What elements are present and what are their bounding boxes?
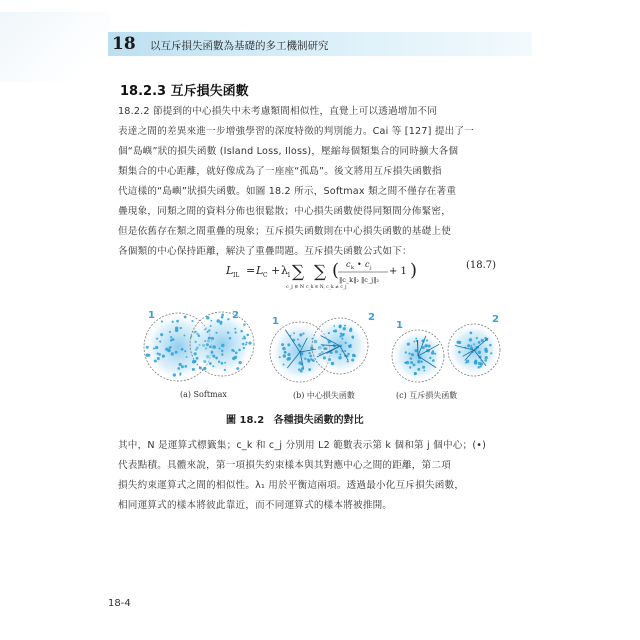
softmax-class-1-point (172, 321, 174, 323)
center-class-1-point (308, 368, 311, 371)
svg-text:∑: ∑ (292, 262, 305, 282)
softmax-class-1-point (170, 336, 172, 338)
softmax-class-1-point (146, 354, 149, 357)
island-class-1-point (422, 366, 425, 369)
island-class-1-point (411, 353, 414, 356)
softmax-class-1-point (171, 352, 174, 355)
center-class-1-point (283, 354, 286, 357)
softmax-class-1-point (184, 316, 187, 319)
eq-plus-one: + 1 (389, 266, 407, 277)
island-class-1-point (405, 351, 407, 353)
subcaption-b: (b) 中心損失函數 (293, 391, 355, 400)
island-class-2-point (484, 348, 488, 352)
subcaption-c: (c) 互斥損失函數 (396, 391, 458, 400)
island-class-1-point (415, 338, 417, 340)
softmax-class-2-point (195, 331, 197, 333)
body-line: 各個類的中心保持距離，解決了重疊問題。互斥損失函數公式如下： (118, 246, 412, 257)
softmax-class-1-point (169, 346, 171, 348)
island-class-2-point (485, 356, 488, 359)
softmax-class-1-point (181, 365, 184, 368)
island-class-2-point (490, 352, 492, 354)
softmax-label-2: 2 (232, 310, 239, 321)
island-label-2: 2 (492, 314, 499, 325)
chapter-title: 以互斥損失函數為基礎的多工機制研究 (150, 40, 329, 52)
softmax-class-2-point (224, 362, 226, 364)
softmax-class-2-point (238, 361, 241, 364)
island-class-2-point (467, 344, 470, 347)
softmax-class-1-point (184, 365, 187, 368)
page-number: 18-4 (108, 598, 131, 609)
softmax-class-1-point (169, 331, 171, 333)
softmax-class-2-point (240, 330, 243, 333)
softmax-class-1-point (154, 359, 157, 362)
island-class-2-point (470, 345, 472, 347)
svg-text:∑: ∑ (314, 262, 327, 282)
center-class-2-point (347, 360, 349, 362)
center-class-1-point (309, 355, 312, 358)
softmax-class-1-point (160, 333, 163, 336)
center-class-2-point (344, 325, 346, 327)
center-label-2: 2 (368, 312, 375, 323)
softmax-class-2-point (204, 328, 206, 330)
chapter-number: 18 (112, 34, 136, 54)
center-class-1-point (302, 333, 304, 335)
svg-text:(: ( (332, 260, 340, 281)
body-line: 但是依舊存在類之間重疊的現象；互斥損失函數則在中心損失函數的基礎上使 (118, 226, 451, 237)
softmax-class-1-point (153, 347, 155, 349)
figure-caption-text: 各種損失函數的對比 (273, 415, 364, 426)
center-class-1-point (308, 352, 310, 354)
body-line: 損失約束運算式之間的相似性。λ₁ 用於平衡這兩項。透過最小化互斥損失函數， (118, 480, 465, 491)
island-class-2-point (478, 341, 481, 344)
softmax-class-1-point (156, 338, 158, 340)
softmax-class-1-point (161, 320, 163, 322)
header-decoration (0, 12, 110, 82)
softmax-class-2-point (204, 340, 206, 342)
softmax-class-2-point (235, 352, 238, 355)
eq-sum1-sub: c_j ∈ N (286, 284, 305, 290)
center-class-2-point (323, 356, 326, 359)
softmax-class-2-point (234, 328, 236, 330)
eq-lambda: λ (281, 264, 288, 277)
softmax-class-1-point (157, 357, 160, 360)
softmax-class-1-point (181, 348, 184, 351)
island-class-1-point (423, 370, 425, 372)
island-class-1-point (408, 352, 410, 354)
softmax-class-2-point (196, 357, 199, 360)
eq-num-a: c (346, 260, 351, 269)
island-label-1: 1 (396, 320, 403, 331)
island-class-2-point (470, 332, 473, 335)
softmax-class-2-point (243, 336, 245, 338)
softmax-class-1-point (175, 327, 178, 330)
body-line: 類集合的中心距離，就好像成為了一座座“孤島”。後文將用互斥損失函數指 (118, 166, 442, 177)
softmax-class-2-point (210, 320, 212, 322)
softmax-class-2-point (198, 334, 201, 337)
softmax-class-2-point (246, 341, 248, 343)
equation-number: (18.7) (466, 260, 497, 271)
softmax-class-2-point (227, 318, 229, 320)
island-class-1-point (429, 357, 431, 359)
island-class-1-point (406, 361, 409, 364)
center-class-2-point (349, 329, 352, 332)
center-class-2-point (335, 350, 338, 353)
center-class-2-point (345, 342, 347, 344)
center-class-1-point (283, 364, 285, 366)
eq-num-b: c (365, 260, 370, 269)
softmax-class-2-point (211, 337, 214, 340)
softmax-class-1-point (191, 320, 193, 322)
softmax-class-2-point (207, 331, 209, 333)
island-class-1-point (414, 373, 417, 376)
eq-dot: • (357, 260, 362, 269)
figure-caption (226, 411, 364, 426)
center-class-2-point (333, 330, 335, 332)
center-class-1-point (293, 332, 295, 334)
softmax-class-2-point (232, 357, 235, 360)
island-class-2-point (474, 361, 478, 365)
center-class-2-point (347, 353, 350, 356)
center-class-2-point (348, 344, 352, 348)
softmax-class-1-point (158, 353, 161, 356)
softmax-class-2-point (224, 369, 226, 371)
softmax-class-2-point (206, 316, 209, 319)
island-class-1-point (424, 344, 427, 347)
subcaption-a: (a) Softmax (180, 390, 227, 399)
center-class-2-point (343, 327, 346, 330)
center-class-2-point (331, 362, 335, 366)
softmax-class-2-point (242, 338, 244, 340)
equation-18-7 (226, 256, 456, 296)
island-class-1-point (434, 353, 436, 355)
island-class-2-point (480, 365, 482, 367)
eq-lhs-sub: IL (233, 272, 240, 279)
center-class-1-point (284, 351, 287, 354)
body-line: 個“島嶼”狀的損失函數 (Island Loss, Iloss)，壓縮每個類集合的同時擴大各個 (118, 146, 459, 157)
softmax-class-2-point (212, 345, 216, 349)
softmax-class-2-point (245, 344, 247, 346)
softmax-class-1-point (177, 367, 180, 370)
softmax-class-2-point (212, 365, 214, 367)
body-line: 其中，N 是運算式標籤集；c_k 和 c_j 分別用 L2 範數表示第 k 個和第 j 個中心；(•) (118, 440, 487, 451)
island-class-1-point (410, 357, 413, 360)
island-class-1-point (421, 360, 423, 362)
island-class-2-point (465, 362, 467, 364)
center-class-2-point (351, 359, 354, 362)
center-class-1-point (279, 356, 281, 358)
center-class-2-point (354, 355, 356, 357)
softmax-class-2-point (221, 350, 223, 352)
softmax-class-2-point (215, 332, 217, 334)
softmax-class-2-point (243, 323, 245, 325)
center-class-2-point (333, 325, 335, 327)
island-class-1-point (414, 349, 417, 352)
island-class-1-point (417, 368, 420, 371)
center-class-1-point (299, 333, 302, 336)
softmax-class-2-point (206, 343, 209, 346)
softmax-class-2-point (208, 329, 210, 331)
island-class-2-point (469, 338, 472, 341)
softmax-label-1: 1 (148, 310, 155, 321)
island-class-2-point (480, 362, 483, 365)
island-class-2-point (489, 344, 492, 347)
softmax-class-1-point (165, 348, 168, 351)
figure-caption-label: 圖 18.2 (226, 415, 265, 426)
island-class-2-point (458, 351, 461, 354)
svg-text:+: + (271, 264, 281, 277)
island-class-1-point (422, 346, 425, 349)
softmax-class-1-point (179, 363, 182, 366)
island-class-1-point (413, 341, 415, 343)
island-class-2-point (477, 366, 479, 368)
center-class-1-point (282, 347, 285, 350)
center-class-1-point (304, 358, 306, 360)
center-class-1-point (307, 360, 310, 363)
body-line: 表達之間的差異來進一步增強學習的深度特徵的判別能力。Cai 等 [127] 提出了一 (118, 126, 474, 137)
svg-text:): ) (410, 260, 418, 281)
softmax-class-1-point (176, 320, 179, 323)
softmax-class-1-point (183, 334, 185, 336)
softmax-class-2-point (221, 316, 224, 319)
eq-lc: L (256, 264, 264, 277)
softmax-class-1-point (170, 339, 173, 342)
softmax-class-1-point (146, 346, 149, 349)
softmax-class-2-point (208, 337, 211, 340)
center-class-1-point (281, 343, 284, 346)
softmax-class-2-point (236, 367, 239, 370)
island-class-1-point (412, 363, 415, 366)
softmax-class-2-point (209, 345, 212, 348)
softmax-class-2-point (243, 347, 245, 349)
body-line: 相同運算式的樣本將彼此靠近，而不同運算式的樣本將被推開。 (118, 500, 393, 511)
center-class-2-point (340, 332, 342, 334)
center-class-1-point (287, 353, 290, 356)
island-class-1-point (407, 342, 410, 345)
softmax-class-2-point (210, 325, 212, 327)
island-class-2-point (473, 343, 475, 345)
eq-lambda-sub: 1 (287, 272, 291, 279)
eq-lhs: L (226, 264, 234, 277)
eq-lc-sub: C (263, 272, 268, 279)
center-class-2-point (323, 347, 326, 350)
softmax-class-2-point (212, 355, 215, 358)
softmax-class-1-point (179, 374, 181, 376)
softmax-class-2-point (221, 344, 224, 347)
center-class-2-point (341, 338, 343, 340)
center-class-2-point (328, 332, 330, 334)
softmax-class-2-point (218, 361, 220, 363)
softmax-class-1-point (159, 341, 161, 343)
softmax-class-2-point (221, 353, 223, 355)
island-class-1-point (426, 339, 428, 341)
softmax-class-1-point (186, 356, 188, 358)
softmax-class-2-point (227, 332, 229, 334)
center-class-2-point (328, 358, 331, 361)
softmax-class-1-point (155, 346, 158, 349)
softmax-class-1-point (162, 355, 165, 358)
softmax-class-1-point (175, 351, 178, 354)
center-label-1: 1 (272, 316, 279, 327)
softmax-class-2-point (216, 319, 220, 323)
center-class-2-point (339, 354, 341, 356)
figure-18-2 (140, 302, 510, 392)
softmax-class-2-point (220, 321, 223, 324)
body-line: 疊現象，同類之間的資料分佈也很鬆散；中心損失函數使得同類間分佈緊密， (118, 206, 451, 217)
eq-num-a-sub: k (351, 265, 355, 271)
softmax-class-2-point (233, 350, 235, 352)
island-class-1-point (410, 361, 413, 364)
softmax-class-2-point (229, 337, 232, 340)
softmax-class-2-point (235, 331, 237, 333)
softmax-class-2-point (219, 347, 221, 349)
body-line: 18.2.2 節提到的中心損失中未考慮類間相似性，直覺上可以透過增加不同 (118, 106, 437, 117)
softmax-class-1-point (192, 368, 195, 371)
center-class-1-point (312, 360, 314, 362)
eq-den: ‖c_k‖₂ ‖c_j‖₂ (339, 276, 380, 284)
softmax-class-2-point (246, 334, 249, 337)
softmax-class-2-point (238, 349, 241, 352)
softmax-class-2-point (194, 352, 197, 355)
island-class-2-point (458, 341, 460, 343)
section-title: 18.2.3 互斥損失函數 (120, 84, 249, 99)
island-class-2-point (478, 351, 481, 354)
center-class-1-point (287, 343, 290, 346)
softmax-class-2-point (203, 367, 206, 370)
softmax-class-2-point (215, 357, 218, 360)
center-class-2-point (344, 350, 346, 352)
center-class-2-point (351, 336, 354, 339)
center-class-2-point (338, 356, 341, 359)
softmax-class-1-point (180, 327, 182, 329)
island-class-1-point (432, 359, 435, 362)
island-class-2-point (476, 337, 478, 339)
softmax-class-1-point (184, 350, 186, 352)
body-line: 代表點積。具體來說，第一項損失約束樣本與其對應中心之間的距離，第二項 (118, 460, 451, 471)
softmax-class-2-point (209, 362, 212, 365)
island-class-1-point (417, 360, 420, 363)
center-class-1-point (297, 339, 299, 341)
center-class-1-point (299, 345, 302, 348)
island-class-1-point (409, 366, 411, 368)
center-class-1-point (286, 358, 289, 361)
island-class-1-point (432, 350, 434, 352)
body-line: 代這樣的“島嶼”狀損失函數。如圖 18.2 所示，Softmax 類之間不僅存在著重 (118, 186, 457, 197)
center-class-1-point (298, 361, 302, 365)
softmax-class-2-point (221, 313, 224, 316)
island-class-1-point (428, 344, 431, 347)
softmax-class-2-point (248, 342, 251, 345)
softmax-class-2-point (211, 351, 214, 354)
softmax-class-1-point (173, 373, 176, 376)
center-class-2-point (339, 324, 342, 327)
eq-num-b-sub: j (370, 265, 372, 271)
softmax-class-2-point (242, 343, 245, 346)
softmax-class-2-point (221, 362, 224, 365)
island-class-2-point (484, 359, 487, 362)
eq-sum2-sub: c_k ∈ N, c_k ≠ c_j (306, 285, 347, 290)
svg-text:=: = (246, 264, 256, 277)
